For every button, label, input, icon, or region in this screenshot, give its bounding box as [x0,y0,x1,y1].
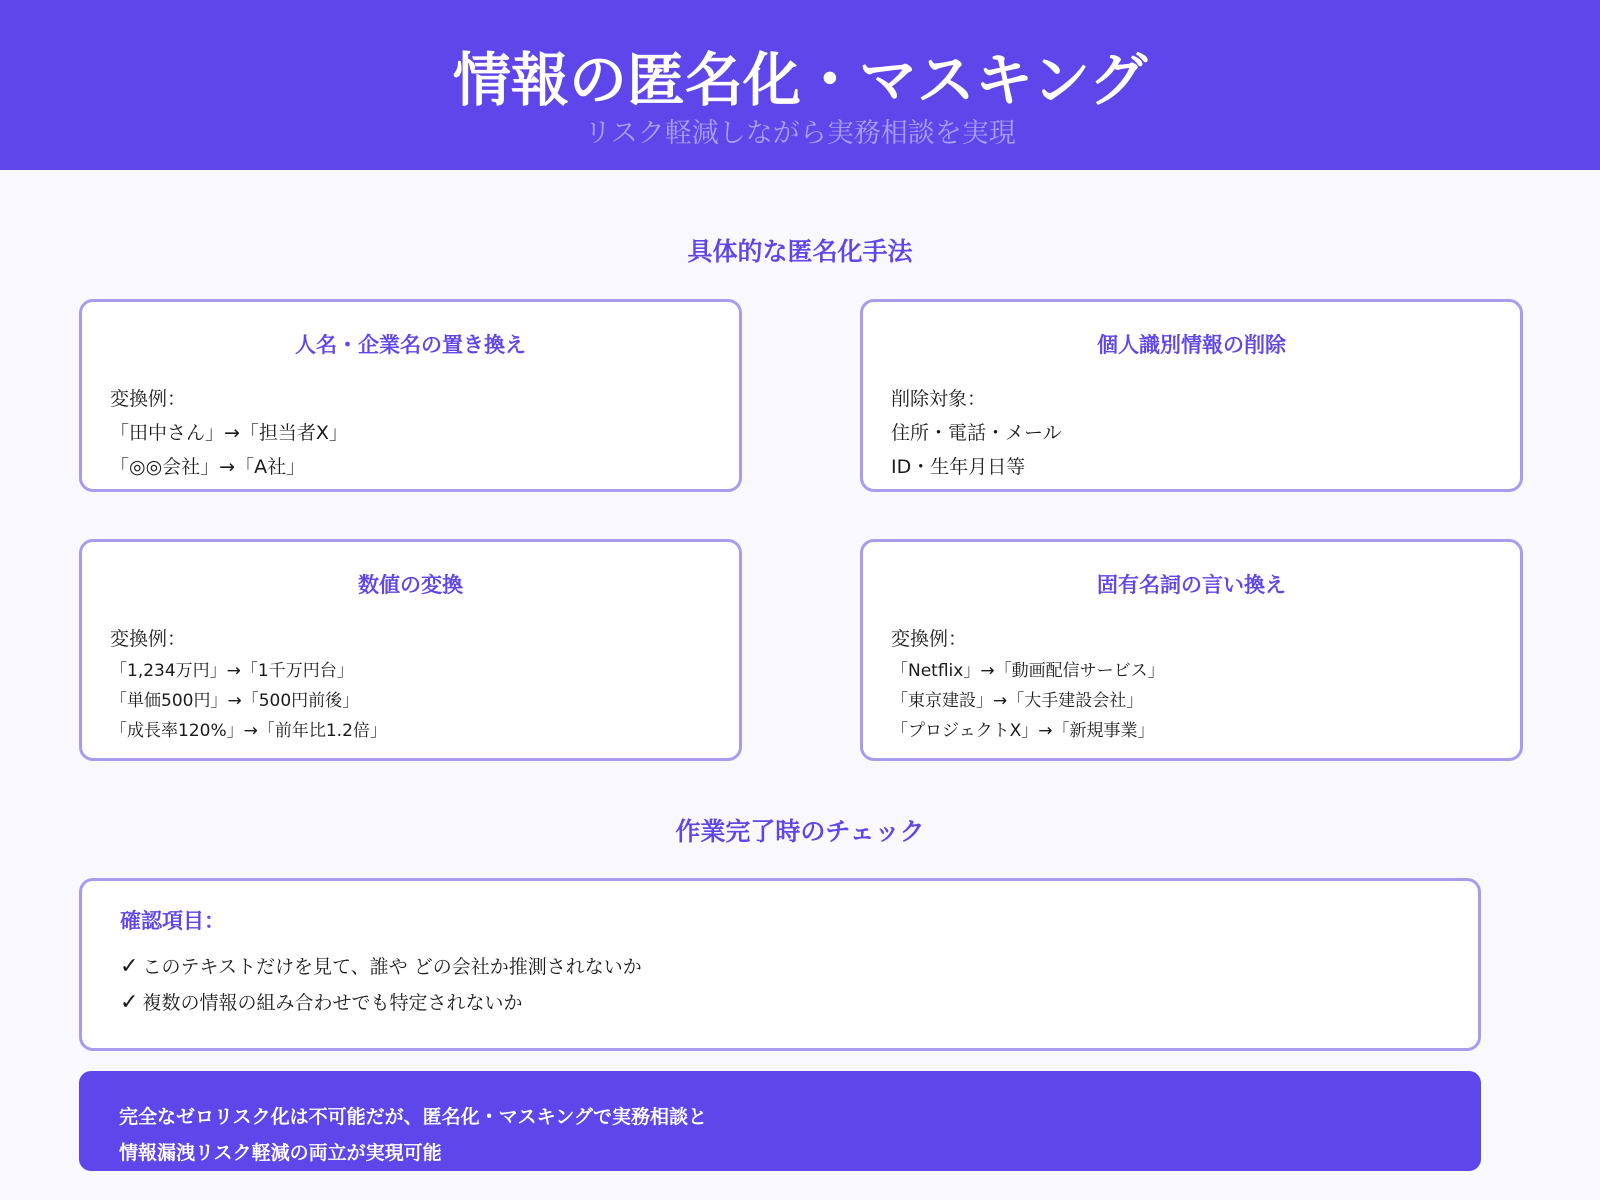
summary-line: 完全なゼロリスク化は不可能だが、匿名化・マスキングで実務相談と [119,1106,708,1128]
card-line: 住所・電話・メール [891,422,1062,444]
card-name-replacement [79,299,742,492]
checklist-item [120,949,642,985]
card-line: 削除対象： [891,388,987,410]
card-pii-removal [860,299,1523,492]
checklist [120,949,642,1021]
card-proper-noun-rephrase [860,539,1523,761]
page-subtitle: リスク軽減しながら実務相談を実現 [584,118,1016,149]
checklist-item [120,985,642,1021]
checklist-title: 確認項目： [120,909,225,933]
header-banner [0,0,1600,170]
card-line: 「プロジェクトX」→「新規事業」 [891,721,1155,741]
summary-line: 情報漏洩リスク軽減の両立が実現可能 [119,1142,442,1164]
methods-section-title: 具体的な匿名化手法 [687,237,913,266]
checkmark-icon: ✓ [120,954,139,979]
card-line: 「1,234万円」→「1千万円台」 [110,661,354,681]
card-line: 「単価500円」→「500円前後」 [110,691,360,711]
page-title: 情報の匿名化・マスキング [452,46,1148,114]
card-title: 数値の変換 [358,573,463,597]
card-number-conversion [79,539,742,761]
checklist-item-text: このテキストだけを見て、誰や どの会社か推測されないか [142,956,642,978]
summary-text [119,1099,707,1171]
card-line: 「田中さん」→「担当者X」 [110,422,348,444]
card-line: 「◎◎会社」→「A社」 [110,456,306,478]
card-title: 個人識別情報の削除 [1097,333,1286,357]
card-lines [891,622,1500,746]
card-title: 人名・企業名の置き換え [295,333,526,357]
checklist-card [79,878,1481,1051]
card-title: 固有名詞の言い換え [1097,573,1286,597]
card-lines [110,622,719,746]
checklist-item-text: 複数の情報の組み合わせでも特定されないか [142,992,523,1014]
card-line: 変換例： [110,628,187,650]
card-line: 「成長率120%」→「前年比1.2倍」 [110,721,387,741]
checkmark-icon: ✓ [120,990,139,1015]
card-line: ID・生年月日等 [891,456,1026,478]
card-line: 「東京建設」→「大手建設会社」 [891,691,1144,711]
card-line: 変換例： [891,628,968,650]
card-line: 「Netflix」→「動画配信サービス」 [891,661,1165,681]
summary-banner [79,1071,1481,1171]
check-section-title: 作業完了時のチェック [675,817,925,846]
card-line: 変換例： [110,388,187,410]
card-lines [110,382,719,484]
card-lines [891,382,1500,484]
